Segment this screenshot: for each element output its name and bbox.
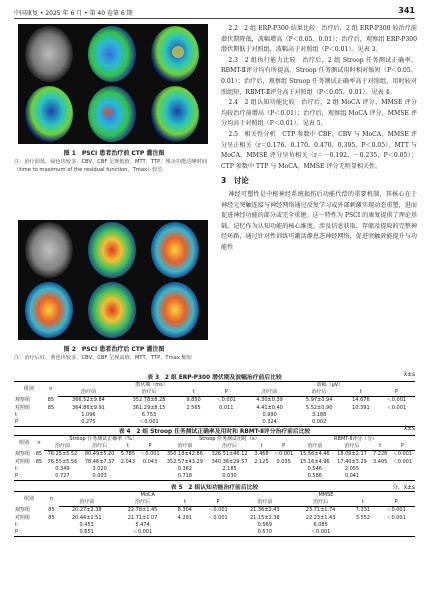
- table-cell: 85: [48, 507, 55, 514]
- table-cell: 361.29±8.15: [132, 404, 166, 411]
- table-row: [14, 522, 415, 529]
- table-subheader-cell: 治疗前: [245, 389, 295, 397]
- table-cell: 366.52±9.84: [72, 397, 105, 404]
- table-row: [14, 397, 415, 405]
- results-paragraph: 2.4 2 组认知功能比较 治疗后，2 组 MoCA 评分、MMSE 评分均较治疗前增高（P＜0.01）；治疗后，观察组 MoCA 评分、MMSE 评分均高于对照组（P＜0.01）。见表 5。: [221, 99, 417, 128]
- table-cell: 7.228: [373, 451, 388, 458]
- figure-1-note: 注：治疗前蓝、绿色块较多，CBV、CBF 呈现低值，MTT、TTP、残余功能达峰时间（time to maximum of the residual function，Tmax）较长: [14, 159, 207, 173]
- table-header-cell: 潜伏期（ms）: [58, 382, 245, 390]
- table-cell: 22.78±1.45: [127, 507, 158, 514]
- table-cell: [44, 522, 59, 529]
- table-cell: 2.565: [186, 404, 201, 411]
- table-cell: [118, 466, 137, 473]
- table-cell: 15.16±4.96: [299, 458, 330, 465]
- journal-header: 中国康复 • 2025 年 6 月 • 第 40 卷第 6 期: [14, 10, 133, 17]
- table-cell: 0.727: [44, 473, 81, 481]
- table-cell: 85: [47, 397, 55, 404]
- row-label-cell: 对照组: [15, 458, 31, 465]
- table-cell: 5.97±0.94: [305, 397, 333, 404]
- right-column-text: [221, 24, 417, 253]
- table-cell: [170, 529, 199, 537]
- table-subheader-cell: P: [208, 389, 245, 397]
- table-5: [14, 491, 415, 537]
- table-subheader-cell: 治疗前: [296, 443, 333, 451]
- table-cell: 3.188: [311, 411, 327, 418]
- table-cell: [390, 466, 415, 473]
- table-cell: 0.546: [307, 465, 322, 472]
- table-cell: ＜0.001: [115, 529, 171, 537]
- table-cell: 0.041: [333, 473, 370, 481]
- table-cell: 0.035: [276, 458, 291, 465]
- table-cell: 78.46±7.37: [84, 458, 115, 465]
- table-cell: 3.468: [254, 451, 269, 458]
- table-cell: 2.185: [222, 465, 237, 472]
- table-cell: 5.474: [135, 521, 150, 528]
- table-cell: 3.405: [373, 458, 388, 465]
- table-subheader-cell: P: [377, 499, 415, 507]
- row-label-cell: P: [14, 473, 34, 481]
- page-number: 341: [398, 6, 415, 15]
- table-cell: 326.51±46.12: [211, 451, 248, 458]
- table-cell: 0.718: [163, 473, 208, 481]
- table-cell: ＜0.001: [208, 507, 228, 514]
- table-cell: 7.331: [355, 507, 371, 514]
- table-cell: [349, 522, 378, 529]
- table-cell: 76.25±5.52: [47, 451, 78, 458]
- table-row: [14, 451, 415, 459]
- table-cell: 2.125: [254, 458, 269, 465]
- table-header-cell: 组别: [14, 382, 44, 397]
- table-cell: [371, 466, 390, 473]
- table-subheader-cell: P: [390, 443, 415, 451]
- table-subheader-cell: t: [349, 499, 378, 507]
- table-subheader-cell: t: [170, 499, 199, 507]
- table-cell: 8.304: [177, 507, 192, 514]
- table-cell: 5.785: [120, 451, 136, 458]
- table-cell: [137, 466, 162, 473]
- section-heading-discussion: 3 讨论: [221, 176, 249, 186]
- table-cell: ＜0.001: [293, 529, 349, 537]
- table-cell: 352.57±43.29: [166, 458, 203, 465]
- table-header-cell: 波幅（μV）: [245, 382, 415, 390]
- table-5-caption: 表 5 2 组认知功能治疗前后比较: [170, 485, 259, 491]
- table-cell: 0.275: [58, 419, 119, 427]
- table-cell: 21.71±1.07: [127, 514, 158, 521]
- table-cell: 2.043: [120, 458, 136, 465]
- figure-1-caption: [14, 150, 214, 174]
- table-subheader-cell: t: [179, 389, 207, 397]
- table-header-cell: RBMT-Ⅱ评分（分）: [296, 436, 415, 444]
- table-4-caption: 表 4 2 组 Stroop 任务测试正确率及用时和 RBMT-Ⅱ评分治疗前后比较: [118, 429, 311, 435]
- table-subheader-cell: t: [371, 443, 390, 451]
- table-cell: [199, 529, 237, 537]
- table-cell: 85: [47, 404, 55, 411]
- table-subheader-cell: 治疗后: [115, 499, 171, 507]
- table-header-cell: n: [44, 492, 59, 507]
- table-cell: ＜0.001: [119, 419, 180, 427]
- table-cell: 3.020: [92, 465, 107, 472]
- table-cell: [208, 412, 245, 419]
- table-header-cell: MMSE: [237, 492, 415, 500]
- figure-2-note: 注：治疗后红、黄色块较多，CBV、CBF 呈现高值，MTT、TTP、Tmax 缩短: [14, 355, 192, 361]
- table-header-cell: Stroop 任务测试用时（s）: [163, 436, 297, 444]
- table-cell: [378, 412, 415, 419]
- table-3-title: [14, 372, 415, 381]
- table-cell: 0.453: [79, 521, 94, 528]
- table-cell: [199, 522, 237, 529]
- table-cell: [179, 412, 207, 419]
- table-cell: [344, 412, 378, 419]
- table-cell: 21.36±2.43: [249, 507, 280, 514]
- table-cell: 0.362: [177, 465, 193, 472]
- row-label-cell: 对照组: [15, 514, 31, 521]
- row-label-cell: 对照组: [15, 404, 31, 411]
- row-label-cell: 观察组: [15, 507, 31, 514]
- discussion-paragraph: 神经可塑性是中枢神经系统损伤后功能代偿的重要机制，其核心在于神经元突触连接与神经网络通过反复学习或外部刺激实现动态重塑，进而促进神经功能的部分或完全重建。这一特性为 PSCI 的康复提供了理论基础。记忆作为认知功能的核心维度，涉及信息获取、存储及提取的完整神经环路，通过针对性训练可激活静息态神经网络，促进突触效能提升与功能性: [221, 190, 417, 251]
- table-3: [14, 381, 415, 427]
- table-cell: ＜0.001: [216, 397, 236, 404]
- table-cell: 4.41±0.40: [256, 404, 283, 411]
- table-cell: [390, 473, 415, 481]
- table-subheader-cell: 治疗后: [207, 443, 252, 451]
- table-cell: ＜0.001: [208, 514, 228, 521]
- table-cell: 3.552: [355, 514, 371, 521]
- table-cell: 0.651: [59, 529, 115, 537]
- table-cell: ＜0.001: [386, 514, 406, 521]
- table-cell: 85: [48, 514, 55, 521]
- table-cell: 20.27±2.38: [71, 507, 102, 514]
- table-cell: 4.30±0.39: [256, 397, 283, 404]
- table-subheader-cell: 治疗前: [163, 443, 208, 451]
- table-cell: ＜0.001: [392, 458, 413, 465]
- table-subheader-cell: 治疗前: [59, 499, 115, 507]
- table-subheader-cell: t: [252, 443, 271, 451]
- table-cell: 22.23±1.43: [305, 514, 336, 521]
- table-3-body: [14, 397, 415, 427]
- table-header-cell: n: [34, 436, 44, 451]
- table-cell: 340.36±29.57: [211, 458, 248, 465]
- table-header-cell: 组别: [14, 492, 44, 507]
- table-cell: ＜0.001: [392, 451, 413, 458]
- table-subheader-cell: t: [118, 443, 137, 451]
- table-cell: [371, 473, 390, 481]
- table-cell: 20.44±2.51: [71, 514, 102, 521]
- table-subheader-cell: 治疗后: [333, 443, 370, 451]
- table-4-unit: x̄±s: [403, 426, 415, 432]
- table-cell: 1.096: [81, 411, 96, 418]
- table-cell: 6.085: [313, 521, 328, 528]
- table-subheader-cell: 治疗后: [81, 443, 118, 451]
- table-5-unit: 分，x̄±s: [392, 485, 415, 491]
- table-row: [14, 466, 415, 473]
- results-paragraph: 2.2 2 组 ERP-P300 结果比较 治疗后，2 组 ERP-P300 较治疗前潜伏期降低，波幅增高（P＜0.05、0.01）；治疗后，观察组 ERP-P300 潜伏期低于对照组，波幅高于对照组（P＜0.01）。见表 3。: [221, 25, 417, 54]
- table-cell: ＜0.001: [273, 451, 294, 458]
- table-subheader-cell: 治疗后: [119, 389, 180, 397]
- table-cell: 0.570: [237, 529, 293, 537]
- table-cell: 0.011: [219, 404, 234, 411]
- header-rule: [14, 18, 415, 19]
- table-cell: 5.52±0.90: [305, 404, 333, 411]
- table-subheader-cell: 治疗后: [294, 389, 344, 397]
- table-cell: 2.055: [344, 465, 360, 472]
- table-cell: [34, 473, 44, 481]
- table-cell: [44, 412, 59, 419]
- table-row: [14, 405, 415, 412]
- table-subheader-cell: t: [344, 389, 378, 397]
- table-subheader-cell: 治疗前: [237, 499, 293, 507]
- table-row: [14, 473, 415, 481]
- table-cell: [377, 522, 415, 529]
- figure-2-image: [18, 220, 208, 340]
- table-cell: 0.990: [262, 411, 277, 418]
- table-subheader-cell: P: [378, 389, 415, 397]
- table-4: [14, 435, 415, 481]
- table-cell: [349, 529, 378, 537]
- table-subheader-cell: 治疗后: [293, 499, 349, 507]
- table-row: [14, 515, 415, 522]
- figure-2-ctp-after: [18, 220, 208, 340]
- figure-1-ctp-before: [18, 24, 208, 144]
- table-cell: 23.71±1.74: [305, 507, 336, 514]
- table-header-cell: MoCA: [59, 492, 237, 500]
- table-cell: 352.78±8.28: [132, 397, 166, 404]
- table-header-cell: 组别: [14, 436, 34, 451]
- results-paragraph: 2.5 相关性分析 CTP 参数中 CBF、CBV 与 MoCA、MMSE 评分呈正相关（r＝0.176、0.170、0.470、0.395，P＜0.05），MTT 与 MoCA、MMSE 评分呈负相关（r＝－0.192、－0.235，P＜0.05）；CTP 参数中 TTP 与 MoCA、MMSE 评分无明显相关性。: [221, 130, 417, 170]
- row-label-cell: P: [14, 419, 44, 427]
- table-cell: 15.56±4.46: [299, 451, 330, 458]
- table-cell: 0.002: [294, 419, 344, 427]
- table-header-cell: n: [44, 382, 59, 397]
- table-cell: 85: [35, 458, 43, 465]
- table-subheader-cell: 治疗前: [44, 443, 81, 451]
- table-3-caption: 表 3 2 组 ERP-P300 潜伏期及波幅治疗前后比较: [147, 375, 282, 381]
- table-cell: 364.86±9.91: [72, 404, 105, 411]
- table-cell: [377, 529, 415, 537]
- row-label-cell: 观察组: [15, 451, 31, 458]
- table-4-title: [14, 426, 415, 435]
- table-cell: [44, 529, 59, 537]
- row-label-cell: t: [15, 521, 17, 528]
- table-cell: 21.15±2.38: [249, 514, 280, 521]
- row-label-cell: 观察组: [15, 397, 31, 404]
- table-cell: 0.586: [296, 473, 333, 481]
- table-cell: [170, 522, 199, 529]
- table-cell: 85: [35, 451, 43, 458]
- figure-2-title: 图 2 PSCI 患者治疗后 CTP 灌注图: [63, 346, 165, 353]
- table-cell: 350.18±42.86: [166, 451, 203, 458]
- table-cell: 0.043: [142, 458, 158, 465]
- table-cell: [252, 473, 271, 481]
- figure-2-caption: [14, 346, 214, 362]
- table-cell: 80.49±5.20: [84, 451, 115, 458]
- table-cell: [252, 466, 271, 473]
- table-cell: 76.55±5.56: [47, 458, 78, 465]
- table-header-cell: Stroop 任务测试正确率（%）: [44, 436, 163, 444]
- table-cell: 9.850: [186, 397, 201, 404]
- table-cell: 4.291: [177, 514, 192, 521]
- row-label-cell: P: [14, 529, 44, 537]
- figure-1-image: [18, 24, 208, 144]
- table-cell: ＜0.001: [386, 397, 407, 404]
- table-cell: ＜0.001: [140, 451, 160, 458]
- table-cell: 0.324: [245, 419, 295, 427]
- table-cell: [271, 473, 296, 481]
- table-row: [14, 459, 415, 466]
- table-5-title: [14, 482, 415, 491]
- table-cell: 0.003: [81, 473, 118, 481]
- table-subheader-cell: P: [137, 443, 162, 451]
- table-subheader-cell: P: [199, 499, 237, 507]
- row-label-cell: t: [15, 465, 17, 472]
- row-label-cell: t: [15, 411, 17, 418]
- table-3-unit: x̄±s: [403, 372, 415, 378]
- table-5-body: [14, 507, 415, 537]
- table-cell: ＜0.001: [386, 507, 406, 514]
- table-cell: 17.40±3.29: [337, 458, 367, 465]
- table-cell: 14.676: [352, 397, 370, 404]
- table-subheader-cell: 治疗前: [58, 389, 119, 397]
- results-paragraph: 2.3 2 组执行能力比较 治疗后，2 组 Stroop 任务测试正确率、RBMT-Ⅱ评分均有所提高，Stroop 任务测试用时相对缩短（P＜0.05、0.01）；治疗后，观察组 Stroop 任务测试正确率高于对照组，用时较对照组短，RBMT-Ⅱ评分高于对照组（P＜0.05、0.01）。见表 4。: [221, 56, 417, 96]
- table-row: [14, 412, 415, 419]
- table-cell: 18.09±2.17: [337, 451, 367, 458]
- table-row: [14, 507, 415, 515]
- table-subheader-cell: P: [271, 443, 296, 451]
- table-4-body: [14, 451, 415, 481]
- table-cell: [118, 473, 137, 481]
- table-row: [14, 529, 415, 537]
- figure-1-title: 图 1 PSCI 患者治疗前 CTP 灌注图: [63, 150, 165, 157]
- table-cell: ＜0.001: [386, 404, 407, 411]
- table-cell: 0.030: [207, 473, 252, 481]
- table-cell: [34, 466, 44, 473]
- table-cell: 10.391: [352, 404, 370, 411]
- table-cell: [137, 473, 162, 481]
- table-cell: 6.753: [141, 411, 157, 418]
- table-cell: 0.349: [55, 465, 70, 472]
- table-cell: [271, 466, 296, 473]
- table-cell: 0.569: [257, 521, 272, 528]
